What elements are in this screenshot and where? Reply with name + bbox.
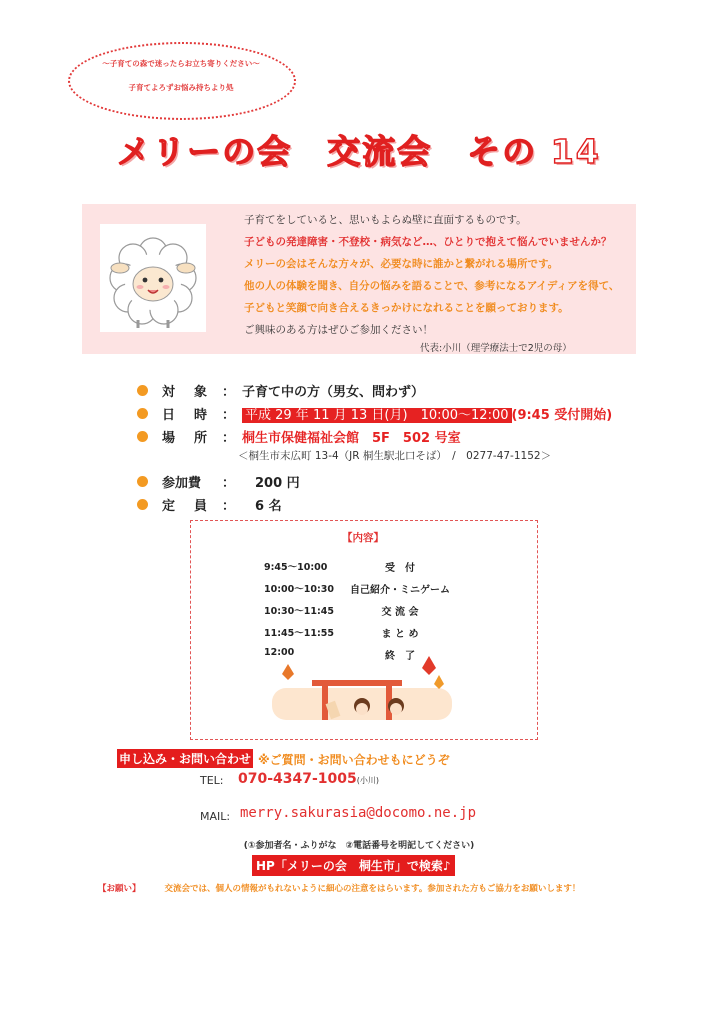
colon: ： [222, 385, 236, 400]
schedule-time: 10:30～11:45 [264, 606, 334, 617]
tel-row [238, 771, 379, 787]
notice-text: 交流会では、個人の情報がもれないように細心の注意をはらいます。参加された方もご協力をお願いします！ [164, 884, 581, 894]
mail-label: MAIL: [200, 810, 231, 823]
search-hint: HP「メリーの会 桐生市」で検索♪ [252, 855, 455, 876]
intro-line-3: メリーの会はそんな方々が、必要な時に誰かと繋がれる場所です。 [244, 258, 559, 270]
bullet-icon [137, 499, 148, 510]
place-label: 場 所 [162, 431, 211, 446]
intro-line-2: 子どもの発達障害・不登校・病気など…、ひとりで抱えて悩んでいませんか？ [244, 236, 612, 248]
target-value: 子育て中の方（男女、問わず） [242, 385, 425, 400]
intro-line-6: ご興味のある方はぜひご参加ください！ [244, 324, 433, 336]
schedule-item: ま と め [381, 629, 419, 640]
mail-address-link[interactable]: merry.sakurasia@docomo.ne.jp [240, 805, 477, 821]
intro-signature: 代表:小川（理学療法士で2児の母） [420, 343, 572, 354]
schedule-item: 自己紹介・ミニゲーム [350, 585, 450, 596]
date-value-row [242, 404, 612, 423]
tel-number[interactable]: 070-4347-1005 [238, 771, 357, 787]
capacity-value: 6 名 [255, 499, 282, 514]
date-value: 平成 29 年 11 月 13 日(月) 10:00～12:00 [242, 408, 512, 423]
schedule-item: 終 了 [385, 651, 415, 662]
intro-line-4: 他の人の体験を聞き、自分の悩みを語ることで、参考になるアイディアを得て、 [244, 280, 620, 292]
tagline-oval [68, 42, 296, 120]
colon: ： [222, 499, 236, 514]
schedule-item: 交 流 会 [381, 607, 419, 618]
place-address: ＜桐生市末広町 13-4（JR 桐生駅北口そば） / 0277-47-1152＞ [238, 450, 552, 462]
colon: ： [222, 408, 236, 423]
contact-note: ※ご質問・お問い合わせもにどうぞ [258, 753, 450, 767]
colon: ： [222, 431, 236, 446]
bullet-icon [137, 476, 148, 487]
intro-line-1: 子育てをしていると、思いもよらぬ壁に直面するものです。 [244, 214, 527, 226]
capacity-label: 定 員 [162, 499, 211, 514]
date-reception: (9:45 受付開始) [511, 408, 613, 423]
bullet-icon [137, 431, 148, 442]
target-label: 対 象 [162, 385, 211, 400]
tagline-line-2: 子育てよろずお悩み持ちより処 [128, 83, 234, 92]
intro-line-5: 子どもと笑顔で向き合えるきっかけになれることを願っております。 [244, 302, 569, 314]
schedule-time: 12:00 [264, 647, 295, 658]
fee-value: 200 円 [255, 476, 300, 491]
sheep-mascot-icon [100, 224, 206, 332]
schedule-time: 9:45～10:00 [264, 562, 328, 573]
tel-contact-name: (小川) [356, 776, 380, 785]
colon: ： [222, 476, 236, 491]
date-label: 日 時 [162, 408, 211, 423]
bullet-icon [137, 408, 148, 419]
tagline-line-1: ～子育ての森で迷ったらお立ち寄りください～ [102, 59, 260, 68]
requirements-note: (①参加者名・ふりがな ②電話番号を明記してください) [243, 841, 475, 851]
schedule-time: 11:45～11:55 [264, 628, 334, 639]
notice-label: 【お願い】 [98, 884, 141, 894]
tel-label: TEL: [200, 774, 224, 787]
schedule-item: 受 付 [385, 563, 415, 574]
fee-label: 参加費 [162, 476, 202, 491]
notice-row [98, 882, 580, 894]
contact-label: 申し込み・お問い合わせ [117, 749, 253, 768]
schedule-title: 【内容】 [342, 532, 384, 544]
page-title: メリーの会 交流会 その 14 [117, 132, 601, 171]
bullet-icon [137, 385, 148, 396]
place-value: 桐生市保健福祉会館 5F 502 号室 [242, 431, 461, 446]
schedule-time: 10:00～10:30 [264, 584, 334, 595]
autumn-kids-illustration-icon [262, 654, 462, 730]
